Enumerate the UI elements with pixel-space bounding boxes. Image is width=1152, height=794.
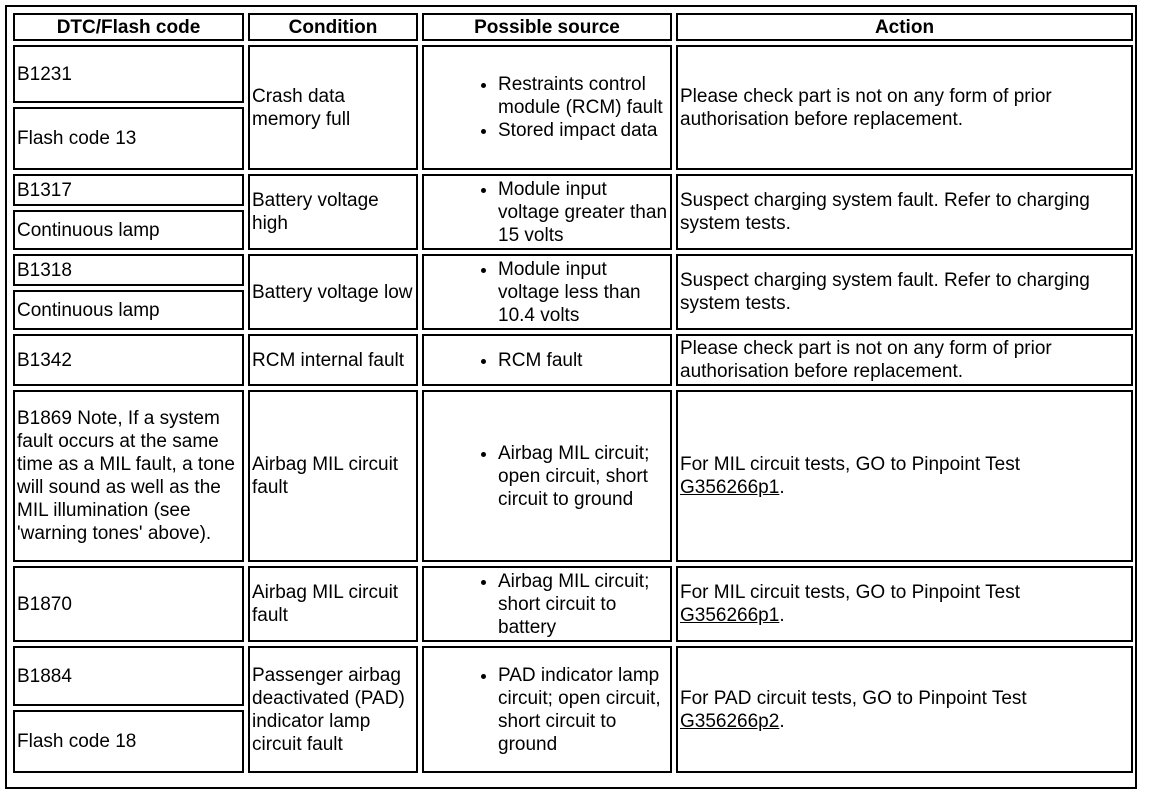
header-code: DTC/Flash code [13,13,244,41]
dtc-code-cell: B1884 [13,646,244,706]
table-row [13,174,1133,206]
table-row [13,254,1133,286]
header-source: Possible source [422,13,672,41]
action-cell [676,646,1133,773]
action-suffix: . [779,710,785,732]
condition-cell: Airbag MIL circuit fault [248,390,418,562]
header-action: Action [676,13,1133,41]
pinpoint-test-link[interactable]: G356266p1 [680,605,780,626]
condition-cell: Crash data memory full [248,45,418,170]
header-condition: Condition [248,13,418,41]
action-cell: Suspect charging system fault. Refer to charging system tests. [676,254,1133,330]
flash-code-cell: Flash code 18 [13,710,244,773]
table-row [13,566,1133,642]
dtc-code-cell: B1870 [13,566,244,642]
dtc-code-cell: B1318 [13,254,244,286]
condition-cell: Battery voltage low [248,254,418,330]
table-row [13,646,1133,706]
dtc-code-cell: B1231 [13,45,244,103]
lamp-code-cell: Continuous lamp [13,210,244,250]
table-row [13,334,1133,386]
source-cell [422,566,672,642]
dtc-code-cell: B1342 [13,334,244,386]
pinpoint-test-link[interactable]: G356266p1 [680,477,780,498]
pinpoint-test-link[interactable]: G356266p2 [680,710,780,732]
condition-cell: Passenger airbag deactivated (PAD) indicator lamp circuit fault [248,646,418,773]
action-cell [676,390,1133,562]
source-item: • RCM fault [498,349,668,372]
action-suffix: . [779,477,785,498]
table-row [13,45,1133,103]
action-text: For PAD circuit tests, GO to Pinpoint Test [680,687,1027,709]
condition-cell: Airbag MIL circuit fault [248,566,418,642]
action-cell: Please check part is not on any form of prior authorisation before replacement. [676,45,1133,170]
source-cell [422,45,672,170]
condition-cell: RCM internal fault [248,334,418,386]
action-cell: Please check part is not on any form of prior authorisation before replacement. [676,334,1133,386]
source-cell [422,254,672,330]
source-item: • Restraints control module (RCM) fault [498,73,668,119]
action-text: For MIL circuit tests, GO to Pinpoint Test [680,582,1021,603]
source-item: • Airbag MIL circuit; open circuit, short circuit to ground [498,442,668,511]
source-cell [422,390,672,562]
source-item: • Module input voltage less than 10.4 volts [498,258,668,327]
dtc-code-cell: B1869 Note, If a system fault occurs at the same time as a MIL fault, a tone will sound as well as the MIL illumination (see 'warning tones' above). [13,390,244,562]
dtc-code-cell: B1317 [13,174,244,206]
action-cell: Suspect charging system fault. Refer to charging system tests. [676,174,1133,250]
flash-code-cell: Flash code 13 [13,107,244,170]
condition-cell: Battery voltage high [248,174,418,250]
source-cell [422,646,672,773]
source-cell [422,334,672,386]
table-row [13,390,1133,562]
source-item: • PAD indicator lamp circuit; open circuit, short circuit to ground [498,664,668,756]
source-item: • Stored impact data [498,119,668,142]
source-cell [422,174,672,250]
source-item: • Module input voltage greater than 15 volts [498,178,668,247]
dtc-table-frame [5,5,1137,789]
header-row [13,13,1133,41]
dtc-table [9,9,1137,777]
action-suffix: . [779,605,785,626]
source-item: • Airbag MIL circuit; short circuit to battery [498,570,668,639]
action-cell [676,566,1133,642]
lamp-code-cell: Continuous lamp [13,290,244,330]
action-text: For MIL circuit tests, GO to Pinpoint Test [680,454,1021,475]
